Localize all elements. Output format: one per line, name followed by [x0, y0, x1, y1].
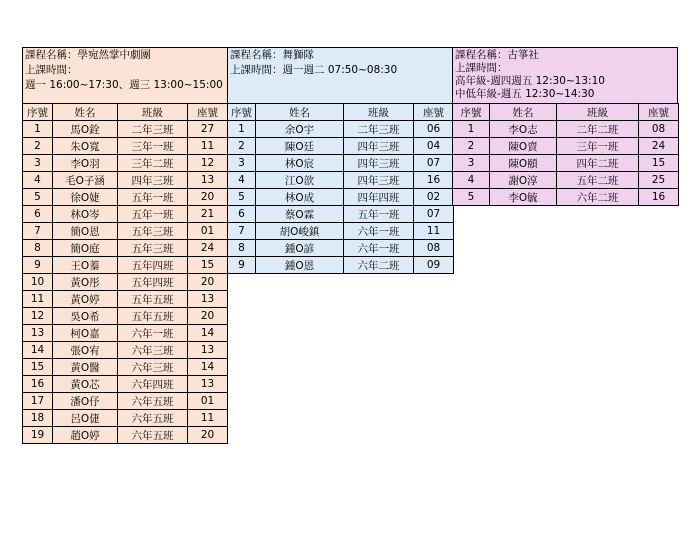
cell-index: 1 — [228, 121, 256, 138]
cell-index: 4 — [228, 172, 256, 189]
cell-index: 19 — [23, 427, 53, 444]
cell-name: 王O蓁 — [53, 257, 118, 274]
course-header — [227, 47, 453, 103]
cell-index: 12 — [23, 308, 53, 325]
table-row — [228, 257, 454, 274]
cell-name: 鍾O諺 — [256, 240, 344, 257]
course-name: 課程名稱：舞獅隊 — [230, 49, 314, 61]
cell-class: 五年五班 — [118, 308, 188, 325]
cell-seat: 25 — [639, 172, 679, 189]
course-time-label: 上課時間： — [455, 62, 508, 74]
cell-class: 四年四班 — [344, 189, 414, 206]
cell-class: 六年五班 — [118, 410, 188, 427]
cell-class: 三年一班 — [557, 138, 639, 155]
cell-seat: 11 — [188, 138, 228, 155]
col-name: 姓名 — [53, 104, 118, 121]
cell-name: 蔡O霖 — [256, 206, 344, 223]
cell-seat: 02 — [414, 189, 454, 206]
col-class: 班級 — [344, 104, 414, 121]
cell-class: 六年一班 — [118, 325, 188, 342]
cell-seat: 21 — [188, 206, 228, 223]
cell-class: 六年四班 — [118, 376, 188, 393]
cell-class: 五年四班 — [118, 274, 188, 291]
cell-index: 3 — [23, 155, 53, 172]
cell-seat: 14 — [188, 325, 228, 342]
table-row — [23, 240, 228, 257]
table-row — [23, 223, 228, 240]
cell-class: 六年二班 — [344, 257, 414, 274]
table-row — [453, 121, 679, 138]
student-table — [22, 103, 228, 444]
cell-class: 五年四班 — [118, 257, 188, 274]
cell-class: 四年三班 — [344, 155, 414, 172]
col-index: 序號 — [228, 104, 256, 121]
table-row — [23, 427, 228, 444]
table-header-row — [23, 104, 228, 121]
table-row — [23, 189, 228, 206]
table-row — [23, 257, 228, 274]
cell-class: 五年三班 — [118, 240, 188, 257]
table-row — [23, 138, 228, 155]
course-time-senior: 高年級-週四週五 12:30~13:10 — [455, 75, 605, 87]
table-row — [228, 240, 454, 257]
table-row — [453, 172, 679, 189]
cell-seat: 15 — [188, 257, 228, 274]
student-table — [452, 103, 679, 206]
cell-seat: 27 — [188, 121, 228, 138]
cell-index: 16 — [23, 376, 53, 393]
cell-class: 五年一班 — [118, 189, 188, 206]
cell-class: 四年二班 — [557, 155, 639, 172]
cell-class: 二年二班 — [557, 121, 639, 138]
course-time: 上課時間：週一週二 07:50~08:30 — [230, 64, 398, 76]
cell-class: 五年三班 — [118, 223, 188, 240]
cell-name: 余O宇 — [256, 121, 344, 138]
cell-seat: 12 — [188, 155, 228, 172]
cell-index: 8 — [23, 240, 53, 257]
table-row — [23, 274, 228, 291]
cell-index: 3 — [228, 155, 256, 172]
cell-name: 陳O廷 — [256, 138, 344, 155]
cell-class: 五年一班 — [118, 206, 188, 223]
cell-index: 1 — [453, 121, 490, 138]
col-seat: 座號 — [414, 104, 454, 121]
cell-name: 陳O頤 — [490, 155, 557, 172]
table-row — [23, 155, 228, 172]
cell-name: 黃O芯 — [53, 376, 118, 393]
cell-seat: 04 — [414, 138, 454, 155]
cell-name: 毛O子涵 — [53, 172, 118, 189]
cell-index: 4 — [23, 172, 53, 189]
student-table — [227, 103, 454, 274]
table-row — [228, 206, 454, 223]
cell-index: 2 — [228, 138, 256, 155]
cell-index: 9 — [23, 257, 53, 274]
table-row — [228, 189, 454, 206]
col-name: 姓名 — [256, 104, 344, 121]
cell-name: 林O岑 — [53, 206, 118, 223]
cell-seat: 01 — [188, 393, 228, 410]
table-row — [23, 172, 228, 189]
cell-seat: 13 — [188, 291, 228, 308]
table-row — [228, 138, 454, 155]
cell-index: 6 — [23, 206, 53, 223]
cell-seat: 09 — [414, 257, 454, 274]
cell-seat: 11 — [414, 223, 454, 240]
table-row — [453, 138, 679, 155]
cell-class: 六年二班 — [557, 189, 639, 206]
cell-class: 三年二班 — [118, 155, 188, 172]
cell-class: 四年三班 — [344, 138, 414, 155]
cell-index: 8 — [228, 240, 256, 257]
cell-seat: 13 — [188, 172, 228, 189]
cell-index: 6 — [228, 206, 256, 223]
cell-seat: 13 — [188, 376, 228, 393]
cell-name: 林O宸 — [256, 155, 344, 172]
cell-seat: 11 — [188, 410, 228, 427]
cell-name: 趙O婷 — [53, 427, 118, 444]
col-seat: 座號 — [188, 104, 228, 121]
cell-seat: 20 — [188, 308, 228, 325]
cell-name: 柯O嘉 — [53, 325, 118, 342]
cell-seat: 08 — [414, 240, 454, 257]
cell-seat: 08 — [639, 121, 679, 138]
cell-class: 六年一班 — [344, 223, 414, 240]
table-header-row — [453, 104, 679, 121]
cell-index: 9 — [228, 257, 256, 274]
col-index: 序號 — [23, 104, 53, 121]
cell-seat: 16 — [639, 189, 679, 206]
table-row — [23, 359, 228, 376]
cell-name: 簡O恩 — [53, 223, 118, 240]
table-row — [228, 172, 454, 189]
table-row — [228, 223, 454, 240]
cell-index: 15 — [23, 359, 53, 376]
table-row — [23, 393, 228, 410]
course-header — [22, 47, 228, 103]
cell-index: 2 — [453, 138, 490, 155]
course-block-guzheng — [452, 47, 679, 206]
course-time: 週一 16:00~17:30、週三 13:00~15:00 — [25, 79, 223, 91]
col-class: 班級 — [118, 104, 188, 121]
cell-index: 1 — [23, 121, 53, 138]
cell-name: 黃O婷 — [53, 291, 118, 308]
cell-name: 林O成 — [256, 189, 344, 206]
cell-class: 五年一班 — [344, 206, 414, 223]
cell-name: 謝O淳 — [490, 172, 557, 189]
cell-class: 五年五班 — [118, 291, 188, 308]
cell-name: 吳O希 — [53, 308, 118, 325]
cell-name: 馬O銓 — [53, 121, 118, 138]
cell-class: 四年三班 — [344, 172, 414, 189]
cell-name: 江O歆 — [256, 172, 344, 189]
table-row — [23, 410, 228, 427]
cell-index: 13 — [23, 325, 53, 342]
cell-seat: 24 — [639, 138, 679, 155]
cell-index: 4 — [453, 172, 490, 189]
cell-index: 7 — [228, 223, 256, 240]
cell-index: 10 — [23, 274, 53, 291]
col-seat: 座號 — [639, 104, 679, 121]
cell-class: 二年三班 — [118, 121, 188, 138]
cell-seat: 01 — [188, 223, 228, 240]
course-name: 課程名稱：學宛然掌中劇團 — [25, 49, 151, 61]
cell-index: 11 — [23, 291, 53, 308]
cell-index: 17 — [23, 393, 53, 410]
cell-name: 李O志 — [490, 121, 557, 138]
course-header — [452, 47, 678, 103]
cell-class: 六年五班 — [118, 393, 188, 410]
col-name: 姓名 — [490, 104, 557, 121]
cell-index: 5 — [23, 189, 53, 206]
cell-index: 5 — [228, 189, 256, 206]
table-row — [453, 155, 679, 172]
table-row — [23, 325, 228, 342]
cell-class: 六年三班 — [118, 342, 188, 359]
cell-class: 六年一班 — [344, 240, 414, 257]
cell-name: 呂O倢 — [53, 410, 118, 427]
cell-index: 3 — [453, 155, 490, 172]
table-row — [23, 376, 228, 393]
table-row — [23, 291, 228, 308]
cell-class: 二年三班 — [344, 121, 414, 138]
course-name: 課程名稱：古箏社 — [455, 49, 539, 61]
cell-seat: 07 — [414, 206, 454, 223]
cell-name: 朱O寬 — [53, 138, 118, 155]
cell-index: 5 — [453, 189, 490, 206]
table-row — [228, 155, 454, 172]
cell-name: 陳O賣 — [490, 138, 557, 155]
cell-class: 六年三班 — [118, 359, 188, 376]
cell-name: 潘O伃 — [53, 393, 118, 410]
cell-name: 簡O庭 — [53, 240, 118, 257]
cell-seat: 20 — [188, 189, 228, 206]
cell-seat: 06 — [414, 121, 454, 138]
cell-seat: 07 — [414, 155, 454, 172]
cell-name: 黃O醫 — [53, 359, 118, 376]
table-row — [23, 206, 228, 223]
cell-seat: 13 — [188, 342, 228, 359]
table-row — [228, 121, 454, 138]
cell-seat: 16 — [414, 172, 454, 189]
cell-index: 2 — [23, 138, 53, 155]
cell-seat: 20 — [188, 427, 228, 444]
table-header-row — [228, 104, 454, 121]
col-index: 序號 — [453, 104, 490, 121]
cell-class: 五年二班 — [557, 172, 639, 189]
table-row — [453, 189, 679, 206]
course-block-puppet — [22, 47, 228, 444]
cell-index: 18 — [23, 410, 53, 427]
course-time-junior: 中低年級-週五 12:30~14:30 — [455, 88, 595, 100]
cell-class: 六年五班 — [118, 427, 188, 444]
cell-class: 三年一班 — [118, 138, 188, 155]
cell-seat: 20 — [188, 274, 228, 291]
cell-seat: 15 — [639, 155, 679, 172]
cell-name: 李O羽 — [53, 155, 118, 172]
cell-name: 黃O彤 — [53, 274, 118, 291]
col-class: 班級 — [557, 104, 639, 121]
cell-name: 鍾O恩 — [256, 257, 344, 274]
cell-name: 胡O峻鎮 — [256, 223, 344, 240]
table-row — [23, 308, 228, 325]
table-row — [23, 121, 228, 138]
cell-name: 李O毓 — [490, 189, 557, 206]
cell-name: 張O宥 — [53, 342, 118, 359]
course-block-lion-dance — [227, 47, 454, 274]
cell-name: 徐O婕 — [53, 189, 118, 206]
cell-seat: 14 — [188, 359, 228, 376]
course-time-label: 上課時間： — [25, 64, 78, 76]
cell-index: 7 — [23, 223, 53, 240]
cell-seat: 24 — [188, 240, 228, 257]
table-row — [23, 342, 228, 359]
cell-class: 四年三班 — [118, 172, 188, 189]
cell-index: 14 — [23, 342, 53, 359]
